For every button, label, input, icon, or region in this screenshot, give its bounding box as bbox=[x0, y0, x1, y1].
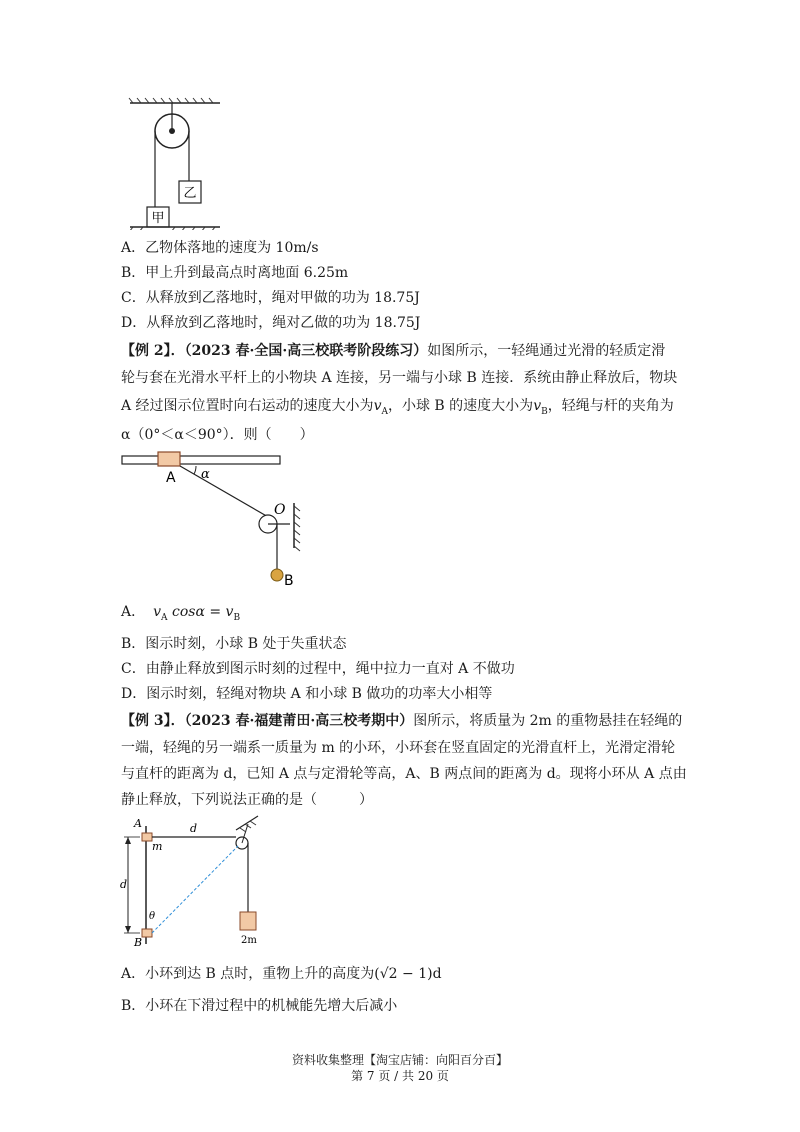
q2-stem-line2: 轮与套在光滑水平杆上的小物块 A 连接，另一端与小球 B 连接．系统由静止释放后，物块 bbox=[121, 370, 678, 386]
q2-option-a bbox=[121, 602, 240, 628]
q2-tag: 【例 2】．（2023 春·全国·高三校联考阶段练习） bbox=[121, 343, 428, 359]
q2-option-d: D．图示时刻，轻绳对物块 A 和小球 B 做功的功率大小相等 bbox=[121, 686, 493, 702]
q2-text1: 如图所示，一轻绳通过光滑的轻质定滑 bbox=[427, 343, 666, 359]
figure-rod-pulley-ab bbox=[118, 448, 318, 590]
q2-vb: v bbox=[533, 398, 542, 414]
figure-pulley-jia-yi bbox=[125, 95, 225, 230]
q3-stem-line4: 静止释放，下列说法正确的是（ ） bbox=[121, 792, 373, 808]
q1-option-b: B．甲上升到最高点时离地面 6.25m bbox=[121, 265, 349, 281]
fig3-label-d-left: d bbox=[120, 878, 128, 891]
footer-source: 资料收集整理【淘宝店铺：向阳百分百】 bbox=[291, 1053, 508, 1067]
q3-stem-line2: 一端，轻绳的另一端系一质量为 m 的小环，小环套在竖直固定的光滑直杆上，光滑定滑轮 bbox=[121, 740, 676, 756]
fig3-label-theta: θ bbox=[149, 911, 156, 922]
q1-option-a: A．乙物体落地的速度为 10m/s bbox=[121, 240, 319, 256]
footer-page-number: 第 7 页 / 共 20 页 bbox=[351, 1069, 449, 1083]
figure-ring-pulley-2m bbox=[118, 812, 288, 952]
q2-va-sub: A bbox=[381, 406, 388, 417]
q2-stem-line4: α（0°＜α＜90°）．则（ ） bbox=[121, 427, 314, 443]
q3-option-a: A．小环到达 B 点时，重物上升的高度为(√2 − 1)d bbox=[121, 966, 442, 982]
q2-text3b: ，小球 B 的速度大小为 bbox=[387, 398, 534, 414]
q2-va: v bbox=[373, 398, 382, 414]
fig3-label-d-top: d bbox=[190, 822, 198, 835]
q2-stem-line1 bbox=[121, 341, 665, 361]
fig2-label-alpha: α bbox=[201, 467, 210, 482]
fig1-label-jia: 甲 bbox=[151, 211, 165, 226]
q2-option-a-sub1: A bbox=[161, 612, 168, 623]
q2-option-b: B．图示时刻，小球 B 处于失重状态 bbox=[121, 636, 347, 652]
q2-option-a-v: v bbox=[153, 604, 162, 620]
q2-vb-sub: B bbox=[541, 406, 548, 417]
q2-text3a: A 经过图示位置时向右运动的速度大小为 bbox=[121, 398, 374, 414]
fig2-label-o: O bbox=[274, 502, 286, 518]
q2-stem-line3 bbox=[121, 396, 674, 422]
fig3-label-b: B bbox=[134, 936, 143, 949]
q2-option-c: C．由静止释放到图示时刻的过程中，绳中拉力一直对 A 不做功 bbox=[121, 661, 515, 677]
fig3-label-a: A bbox=[134, 817, 142, 830]
fig2-label-b: B bbox=[284, 573, 294, 589]
fig1-label-yi: 乙 bbox=[183, 186, 197, 201]
q2-option-a-prefix: A． bbox=[121, 604, 146, 620]
q3-stem-line3: 与直杆的距离为 d，已知 A 点与定滑轮等高，A、B 两点间的距离为 d。现将小环从 A 点由 bbox=[121, 766, 687, 782]
q2-text3c: ，轻绳与杆的夹角为 bbox=[547, 398, 674, 414]
q2-option-a-sub2: B bbox=[233, 612, 241, 623]
fig2-label-a: A bbox=[166, 470, 176, 486]
q3-stem-line1 bbox=[121, 711, 682, 731]
q3-option-b: B．小环在下滑过程中的机械能先增大后减小 bbox=[121, 998, 398, 1014]
fig3-label-2m: 2m bbox=[241, 935, 257, 946]
q1-option-d: D．从释放到乙落地时，绳对乙做的功为 18.75J bbox=[121, 315, 421, 331]
fig3-label-m: m bbox=[152, 840, 163, 853]
q3-tag: 【例 3】．（2023 春·福建莆田·高三校考期中） bbox=[121, 713, 414, 729]
q1-option-c: C．从释放到乙落地时，绳对甲做的功为 18.75J bbox=[121, 290, 420, 306]
q2-option-a-mid: cosα = v bbox=[167, 604, 234, 620]
q3-text1: 图所示，将质量为 2m 的重物悬挂在轻绳的 bbox=[413, 713, 683, 729]
